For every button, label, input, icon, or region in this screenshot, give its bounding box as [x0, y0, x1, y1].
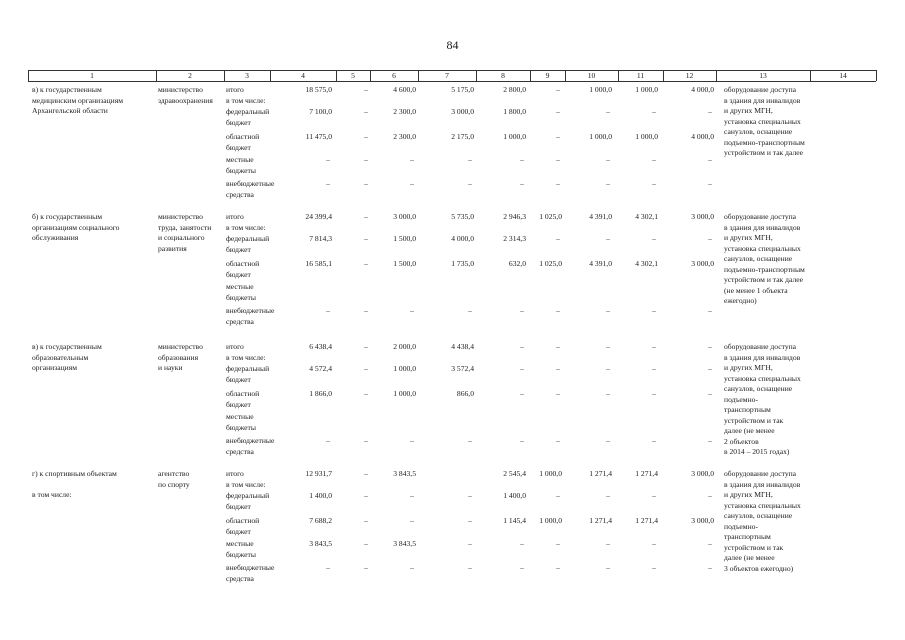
- value-cell: 3 000,0: [691, 516, 714, 525]
- value-cell: 4 000,0: [451, 234, 474, 243]
- value-cell: 1 400,0: [503, 491, 526, 500]
- executor-line: агентство: [158, 469, 190, 478]
- executor-line: здравоохранения: [158, 95, 213, 105]
- value-cell: –: [556, 85, 560, 94]
- funding-source-line: в том числе:: [226, 223, 266, 232]
- value-cell: –: [520, 155, 524, 164]
- value-cell: –: [410, 306, 414, 315]
- funding-source-line: местные: [226, 412, 254, 421]
- value-cell: 1 500,0: [393, 234, 416, 243]
- value-cell: 2 545,4: [503, 469, 526, 478]
- value-cell: –: [468, 516, 472, 525]
- column-header-4: 4: [301, 71, 305, 80]
- value-cell: –: [606, 179, 610, 188]
- value-cell: –: [652, 342, 656, 351]
- value-cell: –: [652, 491, 656, 500]
- value-cell: –: [556, 389, 560, 398]
- funding-source-line: бюджет: [226, 117, 251, 127]
- result-line: транспортным: [724, 405, 771, 414]
- funding-source-line: местные: [226, 155, 254, 164]
- value-cell: 1 000,0: [635, 132, 658, 141]
- funding-source-line: федеральный: [226, 491, 270, 500]
- value-cell: 4 000,0: [691, 132, 714, 141]
- value-cell: 1 271,4: [589, 469, 612, 478]
- value-cell: –: [556, 234, 560, 243]
- value-cell: –: [364, 132, 368, 141]
- value-cell: 1 735,0: [451, 259, 474, 268]
- result-line: транспортным: [724, 532, 771, 541]
- value-cell: –: [520, 563, 524, 572]
- funding-source-line: бюджеты: [226, 422, 256, 432]
- value-cell: –: [520, 306, 524, 315]
- result-line: санузлов, оснащение: [724, 384, 793, 393]
- value-cell: –: [556, 364, 560, 373]
- funding-source-line: внебюджетные: [226, 306, 275, 315]
- value-cell: –: [606, 563, 610, 572]
- value-cell: –: [606, 234, 610, 243]
- value-cell: 11 475,0: [305, 132, 332, 141]
- value-cell: 1 025,0: [539, 259, 562, 268]
- value-cell: 3 843,5: [393, 469, 416, 478]
- value-cell: 2 000,0: [393, 342, 416, 351]
- value-cell: –: [364, 563, 368, 572]
- value-cell: –: [364, 107, 368, 116]
- value-cell: 3 000,0: [451, 107, 474, 116]
- value-cell: –: [410, 491, 414, 500]
- value-cell: –: [708, 539, 712, 548]
- value-cell: –: [410, 179, 414, 188]
- funding-source-line: итого: [226, 469, 244, 478]
- value-cell: –: [410, 155, 414, 164]
- value-cell: –: [326, 155, 330, 164]
- value-cell: 7 688,2: [309, 516, 332, 525]
- executor-line: по спорту: [158, 479, 190, 489]
- result-line: и других МГН,: [724, 490, 773, 499]
- value-cell: 4 302,1: [635, 212, 658, 221]
- value-cell: –: [556, 436, 560, 445]
- result-line: в здания для инвалидов: [724, 352, 801, 362]
- result-line: оборудование доступа: [724, 85, 797, 94]
- funding-source-line: областной: [226, 516, 260, 525]
- funding-source-line: итого: [226, 342, 244, 351]
- value-cell: –: [606, 389, 610, 398]
- section-title-line: образовательным: [32, 352, 89, 362]
- funding-source-line: внебюджетные: [226, 436, 275, 445]
- funding-source-line: бюджет: [226, 399, 251, 409]
- value-cell: 3 843,5: [309, 539, 332, 548]
- value-cell: –: [606, 491, 610, 500]
- funding-source-line: средства: [226, 446, 254, 456]
- funding-source-line: федеральный: [226, 107, 270, 116]
- column-header-8: 8: [501, 71, 505, 80]
- value-cell: –: [364, 234, 368, 243]
- value-cell: 3 000,0: [691, 469, 714, 478]
- value-cell: 1 000,0: [589, 85, 612, 94]
- value-cell: 2 175,0: [451, 132, 474, 141]
- value-cell: –: [364, 539, 368, 548]
- funding-source-line: в том числе:: [226, 96, 266, 105]
- value-cell: 632,0: [508, 259, 526, 268]
- funding-source-line: внебюджетные: [226, 179, 275, 188]
- value-cell: 1 000,0: [539, 469, 562, 478]
- value-cell: –: [468, 306, 472, 315]
- value-cell: –: [708, 342, 712, 351]
- funding-source-line: средства: [226, 189, 254, 199]
- value-cell: –: [326, 179, 330, 188]
- funding-source-line: бюджет: [226, 374, 251, 384]
- value-cell: –: [364, 469, 368, 478]
- value-cell: –: [652, 155, 656, 164]
- value-cell: –: [410, 516, 414, 525]
- result-line: и других МГН,: [724, 233, 773, 242]
- result-line: в 2014 – 2015 годах): [724, 447, 790, 456]
- value-cell: –: [652, 306, 656, 315]
- value-cell: 3 843,5: [393, 539, 416, 548]
- executor-line: министерство: [158, 212, 203, 221]
- column-header-2: 2: [188, 71, 192, 80]
- value-cell: –: [364, 436, 368, 445]
- result-line: (не менее 1 объекта: [724, 285, 788, 295]
- result-line: в здания для инвалидов: [724, 222, 801, 232]
- section-title-line: медицинским организациям: [32, 95, 124, 105]
- executor-line: и науки: [158, 363, 183, 372]
- value-cell: –: [708, 179, 712, 188]
- value-cell: 3 000,0: [691, 259, 714, 268]
- value-cell: –: [606, 364, 610, 373]
- value-cell: –: [520, 389, 524, 398]
- value-cell: –: [364, 85, 368, 94]
- value-cell: –: [652, 436, 656, 445]
- result-line: санузлов, оснащение: [724, 127, 793, 136]
- result-line: в здания для инвалидов: [724, 95, 801, 105]
- value-cell: 1 500,0: [393, 259, 416, 268]
- result-line: и других МГН,: [724, 363, 773, 372]
- result-line: далее (не менее: [724, 553, 775, 562]
- column-header-14: 14: [839, 71, 847, 80]
- value-cell: –: [708, 436, 712, 445]
- value-cell: –: [606, 342, 610, 351]
- value-cell: –: [520, 436, 524, 445]
- value-cell: –: [520, 179, 524, 188]
- result-line: устройством и так: [724, 415, 784, 425]
- result-line: санузлов, оснащение: [724, 254, 793, 263]
- section-title-line: в) к государственным: [32, 342, 102, 351]
- section-title-line: г) к спортивным объектам: [32, 469, 117, 478]
- section-title-line: Архангельской области: [32, 106, 108, 115]
- funding-source-line: в том числе:: [226, 480, 266, 489]
- value-cell: –: [606, 107, 610, 116]
- value-cell: 1 000,0: [589, 132, 612, 141]
- value-cell: 24 399,4: [305, 212, 332, 221]
- column-header-1: 1: [90, 71, 94, 80]
- value-cell: 5 175,0: [451, 85, 474, 94]
- value-cell: –: [326, 563, 330, 572]
- result-line: подъемно-транспортным: [724, 264, 805, 274]
- value-cell: –: [556, 107, 560, 116]
- funding-source-line: внебюджетные: [226, 563, 275, 572]
- funding-source-line: областной: [226, 259, 260, 268]
- executor-line: образования: [158, 352, 199, 362]
- funding-source-line: бюджеты: [226, 549, 256, 559]
- executor-line: министерство: [158, 342, 203, 351]
- result-line: устройством и так: [724, 542, 784, 552]
- column-header-13: 13: [759, 71, 767, 80]
- result-line: устройством и так далее: [724, 148, 803, 157]
- value-cell: –: [652, 389, 656, 398]
- value-cell: –: [520, 539, 524, 548]
- funding-source-line: местные: [226, 539, 254, 548]
- value-cell: 1 800,0: [503, 107, 526, 116]
- value-cell: –: [708, 107, 712, 116]
- value-cell: –: [410, 436, 414, 445]
- value-cell: –: [652, 563, 656, 572]
- value-cell: –: [652, 107, 656, 116]
- section-title-line: в) к государственным: [32, 85, 102, 94]
- value-cell: –: [520, 342, 524, 351]
- value-cell: –: [468, 563, 472, 572]
- value-cell: –: [708, 234, 712, 243]
- column-header-9: 9: [545, 71, 550, 80]
- value-cell: 1 000,0: [635, 85, 658, 94]
- value-cell: –: [708, 491, 712, 500]
- value-cell: 2 300,0: [393, 107, 416, 116]
- result-line: оборудование доступа: [724, 342, 797, 351]
- funding-source-line: местные: [226, 282, 254, 291]
- value-cell: –: [652, 364, 656, 373]
- value-cell: –: [556, 342, 560, 351]
- value-cell: –: [364, 306, 368, 315]
- section-title-line: б) к государственным: [32, 212, 103, 221]
- section-title-line: обслуживания: [32, 233, 79, 242]
- column-header-10: 10: [587, 71, 596, 80]
- value-cell: –: [556, 491, 560, 500]
- result-line: ежегодно): [724, 296, 757, 305]
- column-header-11: 11: [636, 71, 645, 80]
- section-title-line: организациям социального: [32, 222, 120, 232]
- value-cell: 5 735,0: [451, 212, 474, 221]
- funding-source-line: средства: [226, 573, 254, 583]
- value-cell: –: [606, 155, 610, 164]
- executor-line: министерство: [158, 85, 203, 94]
- funding-source-line: бюджеты: [226, 292, 256, 302]
- value-cell: 1 400,0: [309, 491, 332, 500]
- value-cell: –: [652, 234, 656, 243]
- value-cell: 4 391,0: [589, 259, 612, 268]
- funding-source-line: областной: [226, 389, 260, 398]
- value-cell: 3 572,4: [451, 364, 474, 373]
- value-cell: 3 000,0: [691, 212, 714, 221]
- executor-line: развития: [158, 243, 187, 253]
- value-cell: 4 000,0: [691, 85, 714, 94]
- value-cell: –: [468, 179, 472, 188]
- result-line: и других МГН,: [724, 106, 773, 115]
- value-cell: 1 145,4: [503, 516, 526, 525]
- result-line: 2 объектов: [724, 436, 759, 446]
- value-cell: –: [364, 155, 368, 164]
- value-cell: 4 572,4: [309, 364, 332, 373]
- result-line: установка специальных: [724, 500, 801, 510]
- funding-source-line: бюджет: [226, 526, 251, 536]
- result-line: устройством и так далее: [724, 275, 803, 284]
- result-line: подъемно-: [724, 394, 758, 404]
- funding-source-line: бюджет: [226, 501, 251, 511]
- value-cell: 4 438,4: [451, 342, 474, 351]
- value-cell: –: [708, 364, 712, 373]
- value-cell: 18 575,0: [305, 85, 332, 94]
- value-cell: –: [326, 306, 330, 315]
- column-header-12: 12: [685, 71, 694, 80]
- value-cell: 1 000,0: [539, 516, 562, 525]
- value-cell: –: [556, 563, 560, 572]
- value-cell: –: [364, 364, 368, 373]
- value-cell: 7 100,0: [309, 107, 332, 116]
- value-cell: –: [652, 179, 656, 188]
- result-line: оборудование доступа: [724, 469, 797, 478]
- value-cell: 16 585,1: [305, 259, 332, 268]
- value-cell: 1 025,0: [539, 212, 562, 221]
- column-header-6: 6: [392, 71, 396, 80]
- value-cell: –: [556, 155, 560, 164]
- value-cell: –: [708, 389, 712, 398]
- value-cell: –: [364, 342, 368, 351]
- value-cell: –: [606, 539, 610, 548]
- value-cell: –: [468, 491, 472, 500]
- value-cell: 2 300,0: [393, 132, 416, 141]
- value-cell: –: [708, 306, 712, 315]
- funding-source-line: итого: [226, 212, 244, 221]
- result-line: 3 объектов ежегодно): [724, 563, 794, 573]
- funding-source-line: бюджет: [226, 142, 251, 152]
- section-title-line: организациям: [32, 363, 78, 372]
- value-cell: –: [606, 436, 610, 445]
- value-cell: –: [364, 389, 368, 398]
- value-cell: 2 314,3: [503, 234, 526, 243]
- funding-source-line: федеральный: [226, 364, 270, 373]
- value-cell: –: [520, 364, 524, 373]
- funding-source-line: итого: [226, 85, 244, 94]
- value-cell: –: [556, 539, 560, 548]
- funding-source-line: федеральный: [226, 234, 270, 243]
- column-header-5: 5: [351, 71, 355, 80]
- value-cell: 3 000,0: [393, 212, 416, 221]
- value-cell: 7 814,3: [309, 234, 332, 243]
- result-line: оборудование доступа: [724, 212, 797, 221]
- column-header-7: 7: [445, 71, 449, 80]
- result-line: установка специальных: [724, 373, 801, 383]
- value-cell: 866,0: [456, 389, 474, 398]
- result-line: подъемно-транспортным: [724, 137, 805, 147]
- value-cell: –: [606, 306, 610, 315]
- result-line: санузлов, оснащение: [724, 511, 793, 520]
- value-cell: 1 000,0: [393, 389, 416, 398]
- value-cell: –: [556, 306, 560, 315]
- funding-source-line: средства: [226, 316, 254, 326]
- funding-source-line: в том числе:: [226, 353, 266, 362]
- value-cell: –: [468, 155, 472, 164]
- value-cell: –: [364, 212, 368, 221]
- value-cell: 12 931,7: [305, 469, 332, 478]
- value-cell: –: [556, 179, 560, 188]
- result-line: установка специальных: [724, 243, 801, 253]
- funding-source-line: областной: [226, 132, 260, 141]
- value-cell: –: [708, 563, 712, 572]
- value-cell: 1 866,0: [309, 389, 332, 398]
- value-cell: 2 800,0: [503, 85, 526, 94]
- section-title-line: в том числе:: [32, 490, 72, 499]
- result-line: установка специальных: [724, 116, 801, 126]
- value-cell: –: [364, 516, 368, 525]
- value-cell: –: [468, 436, 472, 445]
- value-cell: –: [468, 539, 472, 548]
- result-line: подъемно-: [724, 521, 758, 531]
- value-cell: –: [364, 259, 368, 268]
- column-header-3: 3: [245, 71, 249, 80]
- value-cell: –: [364, 491, 368, 500]
- value-cell: 4 391,0: [589, 212, 612, 221]
- value-cell: 1 271,4: [589, 516, 612, 525]
- value-cell: –: [652, 539, 656, 548]
- executor-line: труда, занятости: [158, 222, 212, 232]
- value-cell: –: [326, 436, 330, 445]
- value-cell: 1 271,4: [635, 516, 658, 525]
- funding-source-line: бюджет: [226, 269, 251, 279]
- executor-line: и социального: [158, 233, 205, 242]
- value-cell: –: [708, 155, 712, 164]
- value-cell: 2 946,3: [503, 212, 526, 221]
- value-cell: 4 600,0: [393, 85, 416, 94]
- value-cell: 1 000,0: [503, 132, 526, 141]
- value-cell: –: [556, 132, 560, 141]
- value-cell: 6 438,4: [309, 342, 332, 351]
- page-number: 84: [446, 38, 459, 52]
- value-cell: 1 000,0: [393, 364, 416, 373]
- header-divider: [876, 70, 877, 81]
- funding-source-line: бюджет: [226, 244, 251, 254]
- value-cell: 4 302,1: [635, 259, 658, 268]
- result-line: в здания для инвалидов: [724, 479, 801, 489]
- funding-source-line: бюджеты: [226, 165, 256, 175]
- value-cell: 1 271,4: [635, 469, 658, 478]
- result-line: далее (не менее: [724, 426, 775, 435]
- value-cell: –: [410, 563, 414, 572]
- value-cell: –: [364, 179, 368, 188]
